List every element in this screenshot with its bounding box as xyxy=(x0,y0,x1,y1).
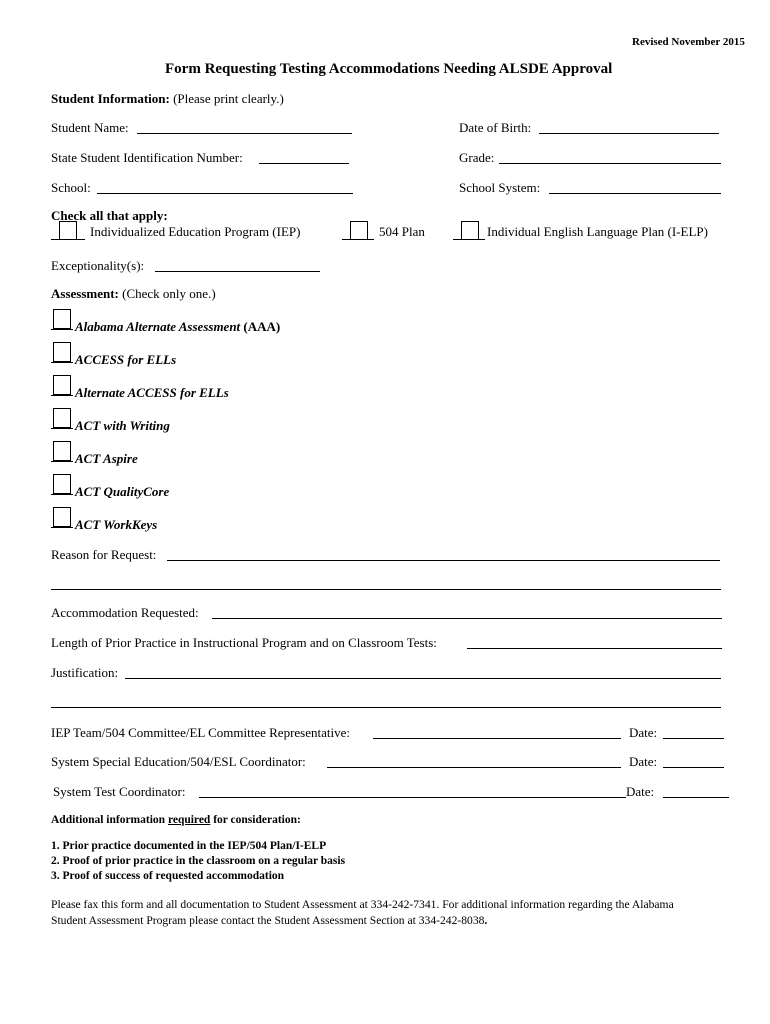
student-info-heading xyxy=(51,91,284,107)
footer-line-2 xyxy=(51,914,487,927)
coordinator-label: System Special Education/504/ESL Coordinator: xyxy=(51,754,306,769)
assessment-option-checkbox-box xyxy=(53,408,71,428)
assessment-option-checkbox-box xyxy=(53,375,71,395)
test-coordinator-date-label: Date: xyxy=(626,784,655,799)
additional-info-heading xyxy=(51,814,301,826)
assessment-option-label xyxy=(75,319,280,335)
coordinator-signature-field[interactable] xyxy=(327,767,621,768)
school-system-label: School System: xyxy=(459,180,541,195)
ielp-checkbox[interactable] xyxy=(453,221,487,241)
assessment-option-label xyxy=(75,517,157,533)
assessment-option-checkbox-line xyxy=(51,362,73,363)
assessment-option-checkbox[interactable] xyxy=(51,507,73,531)
assessment-option-checkbox-line xyxy=(51,428,73,429)
coordinator-date-field[interactable] xyxy=(663,767,724,768)
exceptionality-field[interactable] xyxy=(155,271,320,272)
assessment-option-suffix: (AAA) xyxy=(243,319,281,334)
dob-field[interactable] xyxy=(539,133,719,134)
iep-rep-signature-field[interactable] xyxy=(373,738,621,739)
assessment-option-checkbox-box xyxy=(53,342,71,362)
ielp-checkbox-line xyxy=(453,239,485,240)
grade-field[interactable] xyxy=(499,163,721,164)
504-plan-checkbox[interactable] xyxy=(342,221,376,241)
assessment-option-name: ACT Aspire xyxy=(75,451,138,466)
assessment-option-label xyxy=(75,484,169,500)
assessment-heading xyxy=(51,286,216,302)
iep-rep-label: IEP Team/504 Committee/EL Committee Representative: xyxy=(51,725,350,740)
ielp-label: Individual English Language Plan (I-ELP) xyxy=(487,224,708,239)
iep-rep-date-label: Date: xyxy=(629,725,658,740)
iep-label: Individualized Education Program (IEP) xyxy=(90,224,301,239)
accommodation-label: Accommodation Requested: xyxy=(51,605,199,620)
assessment-option-checkbox[interactable] xyxy=(51,342,73,366)
prior-practice-field[interactable] xyxy=(467,648,722,649)
footer-line-1: Please fax this form and all documentation to Student Assessment at 334-242-7341. For additional information regarding the Alabama xyxy=(51,898,674,911)
prior-practice-label: Length of Prior Practice in Instructional Program and on Classroom Tests: xyxy=(51,635,437,650)
assessment-option-label xyxy=(75,451,138,467)
check-all-heading: Check all that apply: xyxy=(51,208,168,223)
student-info-heading-label: Student Information: xyxy=(51,91,170,106)
footer-line-2-period: . xyxy=(484,914,488,927)
school-system-field[interactable] xyxy=(549,193,721,194)
assessment-option-checkbox[interactable] xyxy=(51,309,73,333)
additional-item-2: 2. Proof of prior practice in the classroom on a regular basis xyxy=(51,855,346,867)
assessment-option-name: ACT with Writing xyxy=(75,418,170,433)
assessment-option-checkbox-line xyxy=(51,461,73,462)
justification-field-line-2[interactable] xyxy=(51,707,721,708)
assessment-option-name: ACCESS for ELLs xyxy=(75,352,177,367)
assessment-option-label xyxy=(75,385,229,401)
student-name-label: Student Name: xyxy=(51,120,129,135)
ssid-label: State Student Identification Number: xyxy=(51,150,243,165)
school-label: School: xyxy=(51,180,91,195)
assessment-option-checkbox[interactable] xyxy=(51,474,73,498)
assessment-option-checkbox[interactable] xyxy=(51,408,73,432)
assessment-option-label xyxy=(75,418,170,434)
assessment-option-name: Alabama Alternate Assessment xyxy=(75,319,241,334)
footer-line-2-text: Student Assessment Program please contact the Student Assessment Section at 334-242-8038 xyxy=(51,914,485,927)
additional-item-1: 1. Prior practice documented in the IEP/504 Plan/I-ELP xyxy=(51,840,327,852)
student-name-field[interactable] xyxy=(137,133,352,134)
coordinator-date-label: Date: xyxy=(629,754,658,769)
revision-date: Revised November 2015 xyxy=(632,36,745,48)
accommodation-field[interactable] xyxy=(212,618,722,619)
assessment-option-checkbox[interactable] xyxy=(51,441,73,465)
assessment-heading-label: Assessment: xyxy=(51,286,119,301)
iep-checkbox[interactable] xyxy=(51,221,87,241)
grade-label: Grade: xyxy=(459,150,495,165)
assessment-option-label xyxy=(75,352,176,368)
reason-label: Reason for Request: xyxy=(51,547,157,562)
assessment-option-checkbox[interactable] xyxy=(51,375,73,399)
iep-rep-date-field[interactable] xyxy=(663,738,724,739)
justification-label: Justification: xyxy=(51,665,119,680)
assessment-option-checkbox-line xyxy=(51,527,73,528)
assessment-option-name: ACT WorkKeys xyxy=(75,517,158,532)
assessment-option-checkbox-box xyxy=(53,309,71,329)
iep-checkbox-box xyxy=(59,221,77,240)
504-plan-checkbox-box xyxy=(350,221,368,240)
student-info-heading-note: (Please print clearly.) xyxy=(173,91,284,106)
assessment-option-checkbox-line xyxy=(51,395,73,396)
assessment-option-name: Alternate ACCESS for ELLs xyxy=(75,385,229,400)
exceptionality-label: Exceptionality(s): xyxy=(51,258,145,273)
dob-label: Date of Birth: xyxy=(459,120,532,135)
test-coordinator-date-field[interactable] xyxy=(663,797,729,798)
additional-info-required: required xyxy=(167,814,211,826)
reason-field[interactable] xyxy=(167,560,720,561)
assessment-option-checkbox-box xyxy=(53,441,71,461)
test-coordinator-label: System Test Coordinator: xyxy=(53,784,186,799)
assessment-option-checkbox-line xyxy=(51,494,73,495)
504-plan-label: 504 Plan xyxy=(379,224,425,239)
assessment-option-name: ACT QualityCore xyxy=(75,484,170,499)
form-title: Form Requesting Testing Accommodations Needing ALSDE Approval xyxy=(165,61,613,77)
additional-info-heading-pre: Additional information xyxy=(51,814,166,826)
additional-item-3: 3. Proof of success of requested accommodation xyxy=(51,870,285,882)
assessment-option-checkbox-box xyxy=(53,474,71,494)
assessment-option-checkbox-box xyxy=(53,507,71,527)
ielp-checkbox-box xyxy=(461,221,479,240)
assessment-heading-note: (Check only one.) xyxy=(122,286,216,301)
test-coordinator-signature-field[interactable] xyxy=(199,797,626,798)
iep-checkbox-line xyxy=(51,239,85,240)
assessment-option-checkbox-line xyxy=(51,329,73,330)
school-field[interactable] xyxy=(97,193,353,194)
additional-info-heading-post: for consideration: xyxy=(213,814,301,826)
justification-field[interactable] xyxy=(125,678,721,679)
504-plan-checkbox-line xyxy=(342,239,374,240)
ssid-field[interactable] xyxy=(259,163,349,164)
reason-field-line-2[interactable] xyxy=(51,589,721,590)
